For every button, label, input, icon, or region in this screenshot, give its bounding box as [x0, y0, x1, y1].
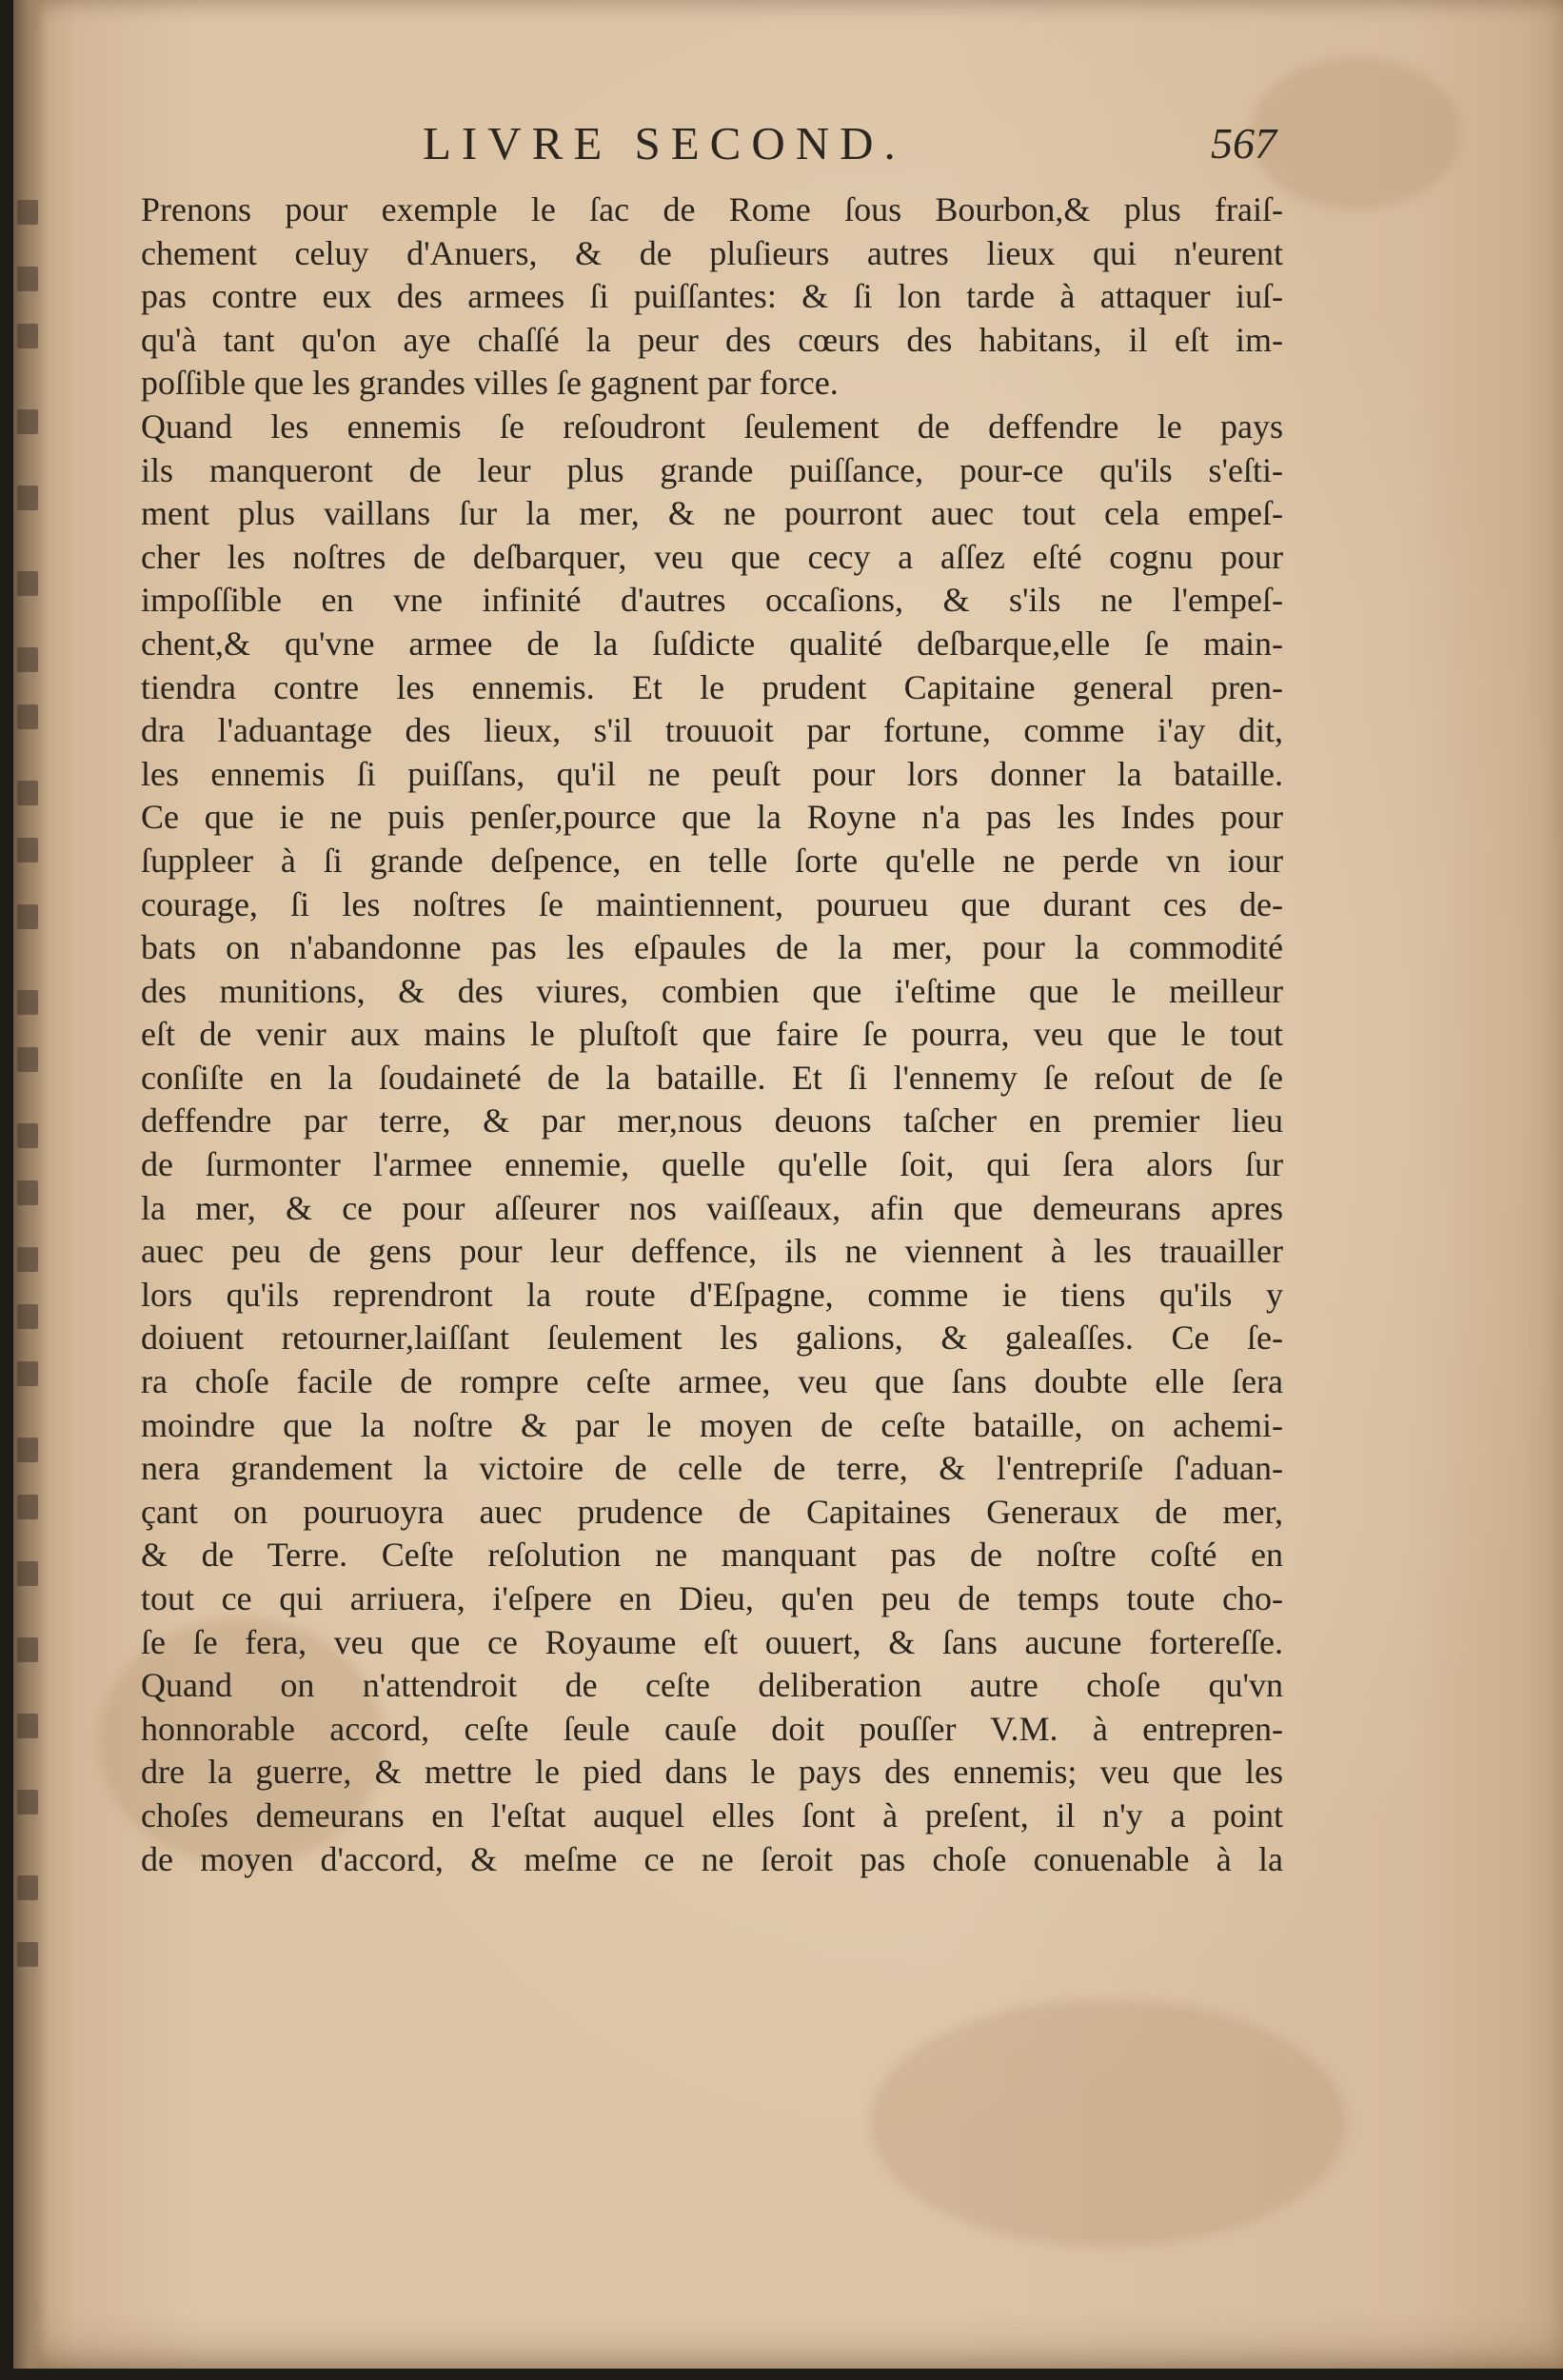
text-line: & de Terre. Ceſte reſolution ne manquant pas de noſtre coſté en	[141, 1536, 1283, 1575]
text-line: de ſurmonter l'armee ennemie, quelle qu'elle ſoit, qui ſera alors ſur	[141, 1145, 1283, 1184]
text-line: ment plus vaillans ſur la mer, & ne pourront auec tout cela empeſ-	[141, 494, 1283, 533]
book-page	[13, 0, 1563, 2369]
running-header	[13, 116, 1563, 173]
text-line: Quand les ennemis ſe reſoudront ſeulement de deffendre le pays	[141, 407, 1283, 446]
facing-page-ink-offset	[17, 171, 49, 1980]
text-line: auec peu de gens pour leur deffence, ils ne viennent à les trauailler	[141, 1232, 1283, 1271]
text-line: les ennemis ſi puiſſans, qu'il ne peuſt pour lors donner la bataille.	[141, 754, 1283, 793]
text-line: moindre que la noſtre & par le moyen de ceſte bataille, on achemi-	[141, 1405, 1283, 1444]
text-line: honnorable accord, ceſte ſeule cauſe doit pouſſer V.M. à entrepren-	[141, 1709, 1283, 1748]
text-line: lors qu'ils reprendront la route d'Eſpagne, comme ie tiens qu'ils y	[141, 1275, 1283, 1314]
text-line: eſt de venir aux mains le pluſtoſt que faire ſe pourra, veu que le tout	[141, 1015, 1283, 1054]
text-line: ra choſe facile de rompre ceſte armee, veu que ſans doubte elle ſera	[141, 1362, 1283, 1401]
text-line: Ce que ie ne puis penſer,pource que la Royne n'a pas les Indes pour	[141, 798, 1283, 837]
text-line: la mer, & ce pour aſſeurer nos vaiſſeaux, afin que demeurans apres	[141, 1188, 1283, 1227]
body-text	[141, 188, 1283, 1881]
text-line: Prenons pour exemple le ſac de Rome ſous Bourbon,& plus fraiſ-	[141, 190, 1283, 228]
page-number: 567	[1211, 119, 1276, 168]
text-line: Quand on n'attendroit de ceſte deliberation autre choſe qu'vn	[141, 1666, 1283, 1705]
paper-stain	[870, 1999, 1346, 2247]
text-line: conſiſte en la ſoudaineté de la bataille. Et ſi l'ennemy ſe reſout de ſe	[141, 1058, 1283, 1097]
text-line: dra l'aduantage des lieux, s'il trouuoit par fortune, comme i'ay dit,	[141, 711, 1283, 750]
text-line: choſes demeurans en l'eſtat auquel elles ſont à preſent, il n'y a point	[141, 1795, 1283, 1835]
text-line: deffendre par terre, & par mer,nous deuons taſcher en premier lieu	[141, 1101, 1283, 1140]
text-line: çant on pouruoyra auec prudence de Capitaines Generaux de mer,	[141, 1492, 1283, 1531]
text-line: tout ce qui arriuera, i'eſpere en Dieu, qu'en peu de temps toute cho-	[141, 1579, 1283, 1617]
text-line: qu'à tant qu'on aye chaſſé la peur des cœurs des habitans, il eſt im-	[141, 320, 1283, 359]
text-line: dre la guerre, & mettre le pied dans le pays des ennemis; veu que les	[141, 1753, 1283, 1792]
text-line: chent,& qu'vne armee de la ſuſdicte qualité deſbarque,elle ſe main-	[141, 624, 1283, 663]
text-line: tiendra contre les ennemis. Et le prudent Capitaine general pren-	[141, 667, 1283, 706]
text-line: chement celuy d'Anuers, & de pluſieurs autres lieux qui n'eurent	[141, 233, 1283, 272]
text-line: nera grandement la victoire de celle de terre, & l'entrepriſe ſ'aduan-	[141, 1449, 1283, 1488]
running-title: LIVRE SECOND.	[423, 117, 906, 169]
text-line: des munitions, & des viures, combien que i'eſtime que le meilleur	[141, 971, 1283, 1010]
text-line: poſſible que les grandes villes ſe gagnent par force.	[141, 364, 839, 403]
text-line: ils manqueront de leur plus grande puiſſance, pour-ce qu'ils s'eſti-	[141, 450, 1283, 489]
text-line: cher les noſtres de deſbarquer, veu que cecy a aſſez eſté cognu pour	[141, 537, 1283, 576]
text-line: ſe ſe fera, veu que ce Royaume eſt ouuert, & ſans aucune fortereſſe.	[141, 1622, 1283, 1661]
text-line: courage, ſi les noſtres ſe maintiennent, pourueu que durant ces de-	[141, 884, 1283, 923]
text-line: pas contre eux des armees ſi puiſſantes: & ſi lon tarde à attaquer iuſ-	[141, 277, 1283, 316]
text-line: ſuppleer à ſi grande deſpence, en telle ſorte qu'elle ne perde vn iour	[141, 841, 1283, 880]
text-line: de moyen d'accord, & meſme ce ne ſeroit pas choſe conuenable à la	[141, 1839, 1283, 1878]
text-line: bats on n'abandonne pas les eſpaules de la mer, pour la commodité	[141, 928, 1283, 967]
text-line: impoſſible en vne infinité d'autres occaſions, & s'ils ne l'empeſ-	[141, 581, 1283, 620]
text-line: doiuent retourner,laiſſant ſeulement les galions, & galeaſſes. Ce ſe-	[141, 1319, 1283, 1358]
